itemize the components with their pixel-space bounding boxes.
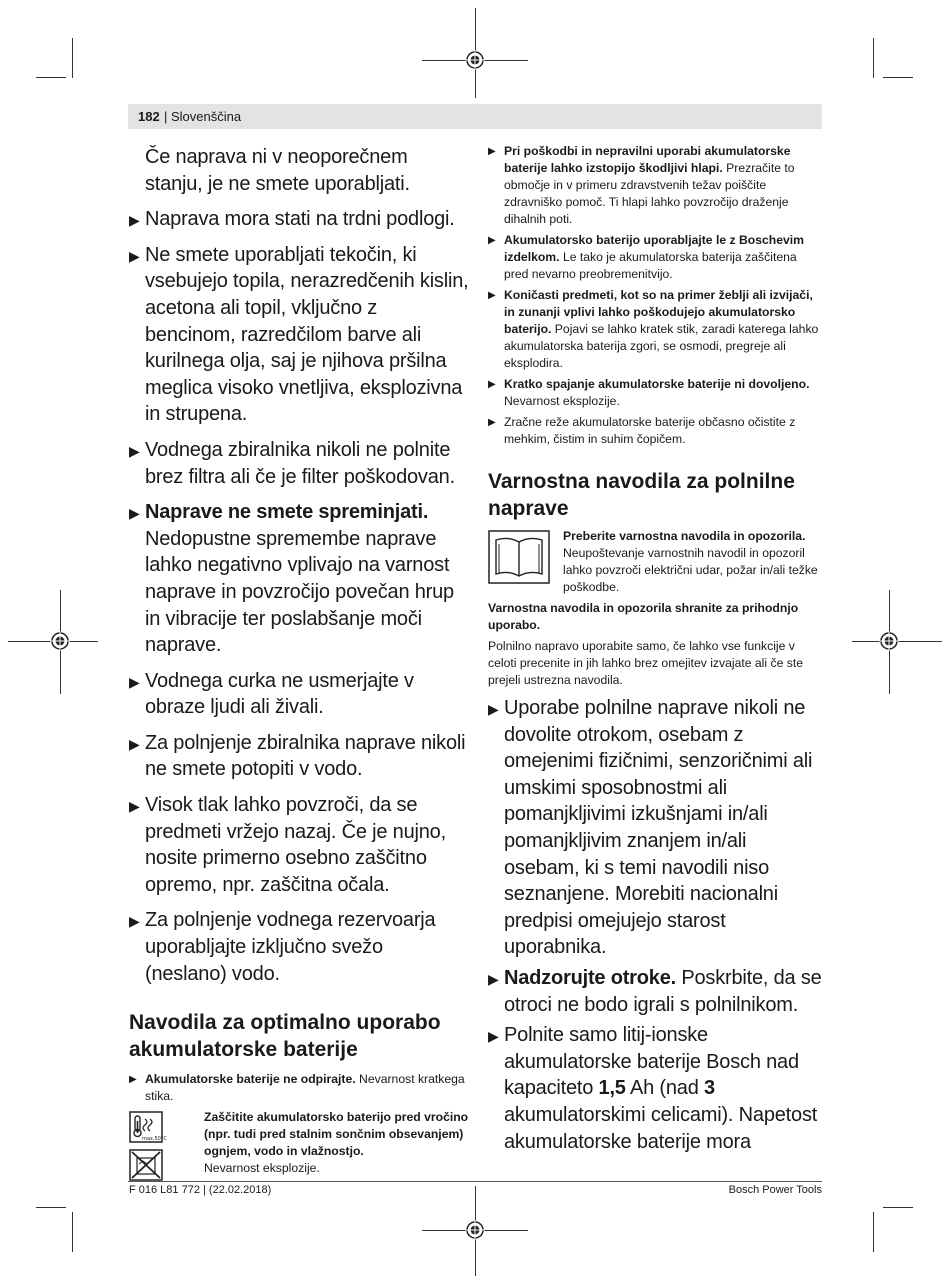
list-item: ▶ Visok tlak lahko povzroči, da se predmeti vržejo nazaj. Če je nujno, nosite primerno osebno zaščitno opremo, npr. zaščitna očala. bbox=[129, 794, 446, 896]
crop-mark bbox=[72, 38, 73, 78]
bullet-icon: ▶ bbox=[488, 970, 499, 987]
header-language: Slovenščina bbox=[171, 109, 242, 124]
list-item: ▶ Zračne reže akumulatorske baterije občasno očistite z mehkim, čistim in suhim čopičem. bbox=[488, 415, 796, 446]
bullet-icon: ▶ bbox=[488, 235, 496, 246]
book-icon bbox=[488, 530, 550, 584]
list-item: ▶ Pri poškodbi in nepravilni uporabi akumulatorske baterije lahko izstopijo škodljivi hlapi. Prezračite to območje in v primeru zdravstvenih težav poiščite zdravniško pomoč. Ti hlapi lahko povzročijo draženje dihalnih poti. bbox=[488, 144, 795, 226]
footer-brand: Bosch Power Tools bbox=[728, 1184, 822, 1196]
bullet-icon: ▶ bbox=[129, 673, 140, 690]
list-item: ▶ Vodnega curka ne usmerjajte v obraze ljudi ali živali. bbox=[129, 669, 414, 719]
list-item: ▶ Ne smete uporabljati tekočin, ki vsebujejo topila, nerazredčenih kislin, acetona ali topil, vključno z bencinom, razredčilom barve ali kurilnega olja, saj je njihova pršilna meglica visoko vnetljiva, eksplozivna in strupena. bbox=[129, 243, 469, 426]
thermometer-icon bbox=[129, 1111, 167, 1143]
intro-text: Če naprava ni v neoporečnem stanju, je ne smete uporabljati. bbox=[145, 146, 410, 195]
list-item: ▶ Uporabe polnilne naprave nikoli ne dovolite otrokom, osebam z omejenimi fizičnimi, senzoričnimi ali umskimi sposobnostmi ali pomanjkljivimi izkušnjami in/ali pomanjkljivim znanjem in/ali osebam, ki s temi navodili niso seznanjene. Morebiti nacionalni predpisi omejujejo starost uporabnika. bbox=[488, 697, 813, 959]
crop-mark bbox=[36, 77, 66, 78]
use-charger-text: Polnilno napravo uporabite samo, če lahko vse funkcije v celoti precenite in jih lahko brez omejitev izvajate ali če ste prejeli ustrezna navodila. bbox=[488, 639, 804, 687]
footer-divider bbox=[128, 1181, 822, 1182]
page-header bbox=[128, 104, 822, 129]
no-water-icon bbox=[129, 1149, 163, 1181]
registration-mark-right bbox=[852, 590, 942, 694]
crop-mark bbox=[72, 1212, 73, 1252]
registration-mark-left bbox=[8, 590, 98, 694]
list-item: ▶ Naprave ne smete spreminjati. Nedopustne spremembe naprave lahko negativno vplivajo na varnost naprave in povzročijo povečan hrup in vibracije ter poslabšanje moči naprave. bbox=[129, 501, 454, 657]
bullet-icon: ▶ bbox=[129, 247, 140, 264]
bullet-icon: ▶ bbox=[488, 417, 496, 428]
list-item: ▶ Akumulatorsko baterijo uporabljajte le z Boschevim izdelkom. Le tako je akumulatorska baterija zaščitena pred nevarno preobremenitvijo. bbox=[488, 233, 805, 281]
bullet-icon: ▶ bbox=[488, 1028, 499, 1045]
footer-document-id: F 016 L81 772 | (22.02.2018) bbox=[129, 1184, 272, 1196]
bullet-icon: ▶ bbox=[488, 701, 499, 717]
crop-mark bbox=[873, 1212, 874, 1252]
crop-mark bbox=[883, 77, 913, 78]
bullet-icon: ▶ bbox=[488, 379, 496, 390]
bullet-icon: ▶ bbox=[129, 442, 140, 459]
bullet-icon: ▶ bbox=[129, 735, 140, 752]
bullet-icon: ▶ bbox=[488, 146, 496, 157]
list-item: ▶ Naprava mora stati na trdni podlogi. bbox=[129, 206, 469, 233]
bullet-icon: ▶ bbox=[129, 505, 140, 522]
list-item: ▶ Nadzorujte otroke. Poskrbite, da se otroci ne bodo igrali s polnilnikom. bbox=[488, 966, 822, 1016]
bullet-icon: ▶ bbox=[129, 212, 140, 229]
page-number: 182 bbox=[138, 109, 160, 124]
battery-section-heading: Navodila za optimalno uporabo akumulatorske baterije bbox=[129, 1011, 441, 1062]
crop-mark bbox=[883, 1207, 913, 1208]
list-item: ▶ Koničasti predmeti, kot so na primer žeblji ali izvijači, in zunanji vplivi lahko poškodujejo akumulatorsko baterijo. Pojavi se lahko kratek stik, zaradi katerega lahko akumulatorska baterija zgori, se osmodi, pregreje ali eksplodira. bbox=[488, 288, 819, 370]
crop-mark bbox=[36, 1207, 66, 1208]
list-item: ▶ Kratko spajanje akumulatorske baterije ni dovoljeno. Nevarnost eksplozije. bbox=[488, 377, 810, 408]
registration-mark-bottom bbox=[422, 1186, 528, 1276]
charger-section-heading: Varnostna navodila za polnilne naprave bbox=[488, 470, 795, 520]
registration-mark-top bbox=[422, 8, 528, 98]
list-item: ▶ Akumulatorske baterije ne odpirajte. Nevarnost kratkega stika. bbox=[129, 1072, 465, 1104]
read-instructions-block: Preberite varnostna navodila in opozorila. Neupoštevanje varnostnih navodil in opozoril lahko povzroči električni udar, požar in/ali težke poškodbe. bbox=[488, 528, 824, 596]
list-item: ▶ Vodnega zbiralnika nikoli ne polnite brez filtra ali če je filter poškodovan. bbox=[129, 438, 455, 488]
list-item: ▶ Za polnjenje zbiralnika naprave nikoli ne smete potopiti v vodo. bbox=[129, 731, 466, 781]
list-item: ▶ Polnite samo litij-ionske akumulatorske baterije Bosch nad kapaciteto 1,5 Ah (nad 3 akumulatorskimi celicami). Napetost akumulatorske baterije mora bbox=[488, 1024, 818, 1153]
battery-warning-block: max.50°C Zaščitite akumulatorsko baterijo pred vročino (npr. tudi pred stalnim sončnim obsevanjem) ognjem, vodo in vlažnostjo. Nevarnost eksplozije. bbox=[129, 1109, 469, 1189]
bullet-icon: ▶ bbox=[129, 798, 140, 815]
bullet-icon: ▶ bbox=[129, 913, 140, 930]
header-separator: | bbox=[164, 109, 168, 124]
bullet-icon: ▶ bbox=[488, 290, 496, 301]
crop-mark bbox=[873, 38, 874, 78]
svg-text:max.50°C: max.50°C bbox=[142, 1136, 167, 1143]
keep-instructions-text: Varnostna navodila in opozorila shranite za prihodnjo uporabo. bbox=[488, 601, 799, 632]
list-item: ▶ Za polnjenje vodnega rezervoarja uporabljajte izključno svežo (neslano) vodo. bbox=[129, 909, 436, 985]
right-column bbox=[488, 143, 824, 1155]
left-column bbox=[129, 144, 469, 1189]
bullet-icon: ▶ bbox=[129, 1074, 137, 1086]
